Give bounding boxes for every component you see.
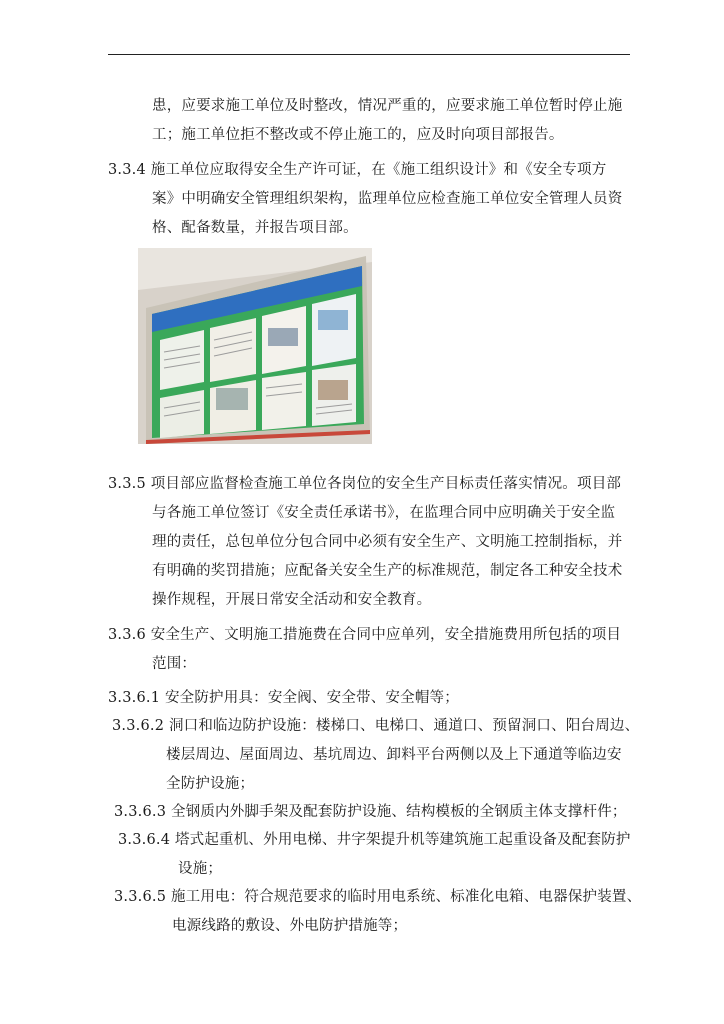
paragraph-line: 与各施工单位签订《安全责任承诺书》，在监理合同中应明确关于安全监 — [152, 505, 616, 521]
paragraph-line: 操作规程，开展日常安全活动和安全教育。 — [152, 592, 432, 608]
paragraph-line: 理的责任，总包单位分包合同中必须有安全生产、文明施工控制指标，并 — [152, 534, 623, 550]
paragraph-line: 全防护设施； — [166, 776, 255, 792]
item-3-3-6-1-line: 3.3.6.1 安全防护用具：安全阀、安全带、安全帽等； — [108, 690, 459, 706]
paragraph-line: 楼层周边、屋面周边、基坑周边、卸料平台两侧以及上下通道等临边安 — [166, 747, 622, 763]
section-3-3-4-line: 3.3.4 施工单位应取得安全生产许可证，在《施工组织设计》和《安全专项方 — [108, 162, 607, 178]
section-3-3-5-line: 3.3.5 项目部应监督检查施工单位各岗位的安全生产目标责任落实情况。项目部 — [108, 476, 622, 492]
item-3-3-6-3-line: 3.3.6.3 全钢质内外脚手架及配套防护设施、结构模板的全钢质主体支撑杆件； — [114, 804, 627, 820]
paragraph-line: 患，应要求施工单位及时整改，情况严重的，应要求施工单位暂时停止施 — [152, 98, 623, 114]
item-3-3-6-2-line: 3.3.6.2 洞口和临边防护设施：楼梯口、电梯口、通道口、预留洞口、阳台周边、 — [112, 718, 640, 734]
paragraph-line: 案》中明确安全管理组织架构，监理单位应检查施工单位安全管理人员资 — [152, 191, 623, 207]
section-3-3-6-line: 3.3.6 安全生产、文明施工措施费在合同中应单列，安全措施费用所包括的项目 — [108, 627, 622, 643]
paragraph-line: 设施； — [178, 861, 223, 877]
paragraph-line: 工；施工单位拒不整改或不停止施工的，应及时向项目部报告。 — [152, 127, 564, 143]
paragraph-line: 有明确的奖罚措施；应配备关安全生产的标准规范，制定各工种安全技术 — [152, 563, 623, 579]
paragraph-line: 电源线路的敷设、外电防护措施等； — [172, 918, 408, 934]
item-3-3-6-5-line: 3.3.6.5 施工用电：符合规范要求的临时用电系统、标准化电箱、电器保护装置、 — [114, 889, 642, 905]
header-rule — [108, 54, 630, 55]
safety-bulletin-board-photo — [138, 248, 372, 444]
item-3-3-6-4-line: 3.3.6.4 塔式起重机、外用电梯、井字架提升机等建筑施工起重设备及配套防护 — [118, 832, 631, 848]
paragraph-line: 格、配备数量，并报告项目部。 — [152, 220, 358, 236]
paragraph-line: 范围： — [152, 656, 197, 672]
